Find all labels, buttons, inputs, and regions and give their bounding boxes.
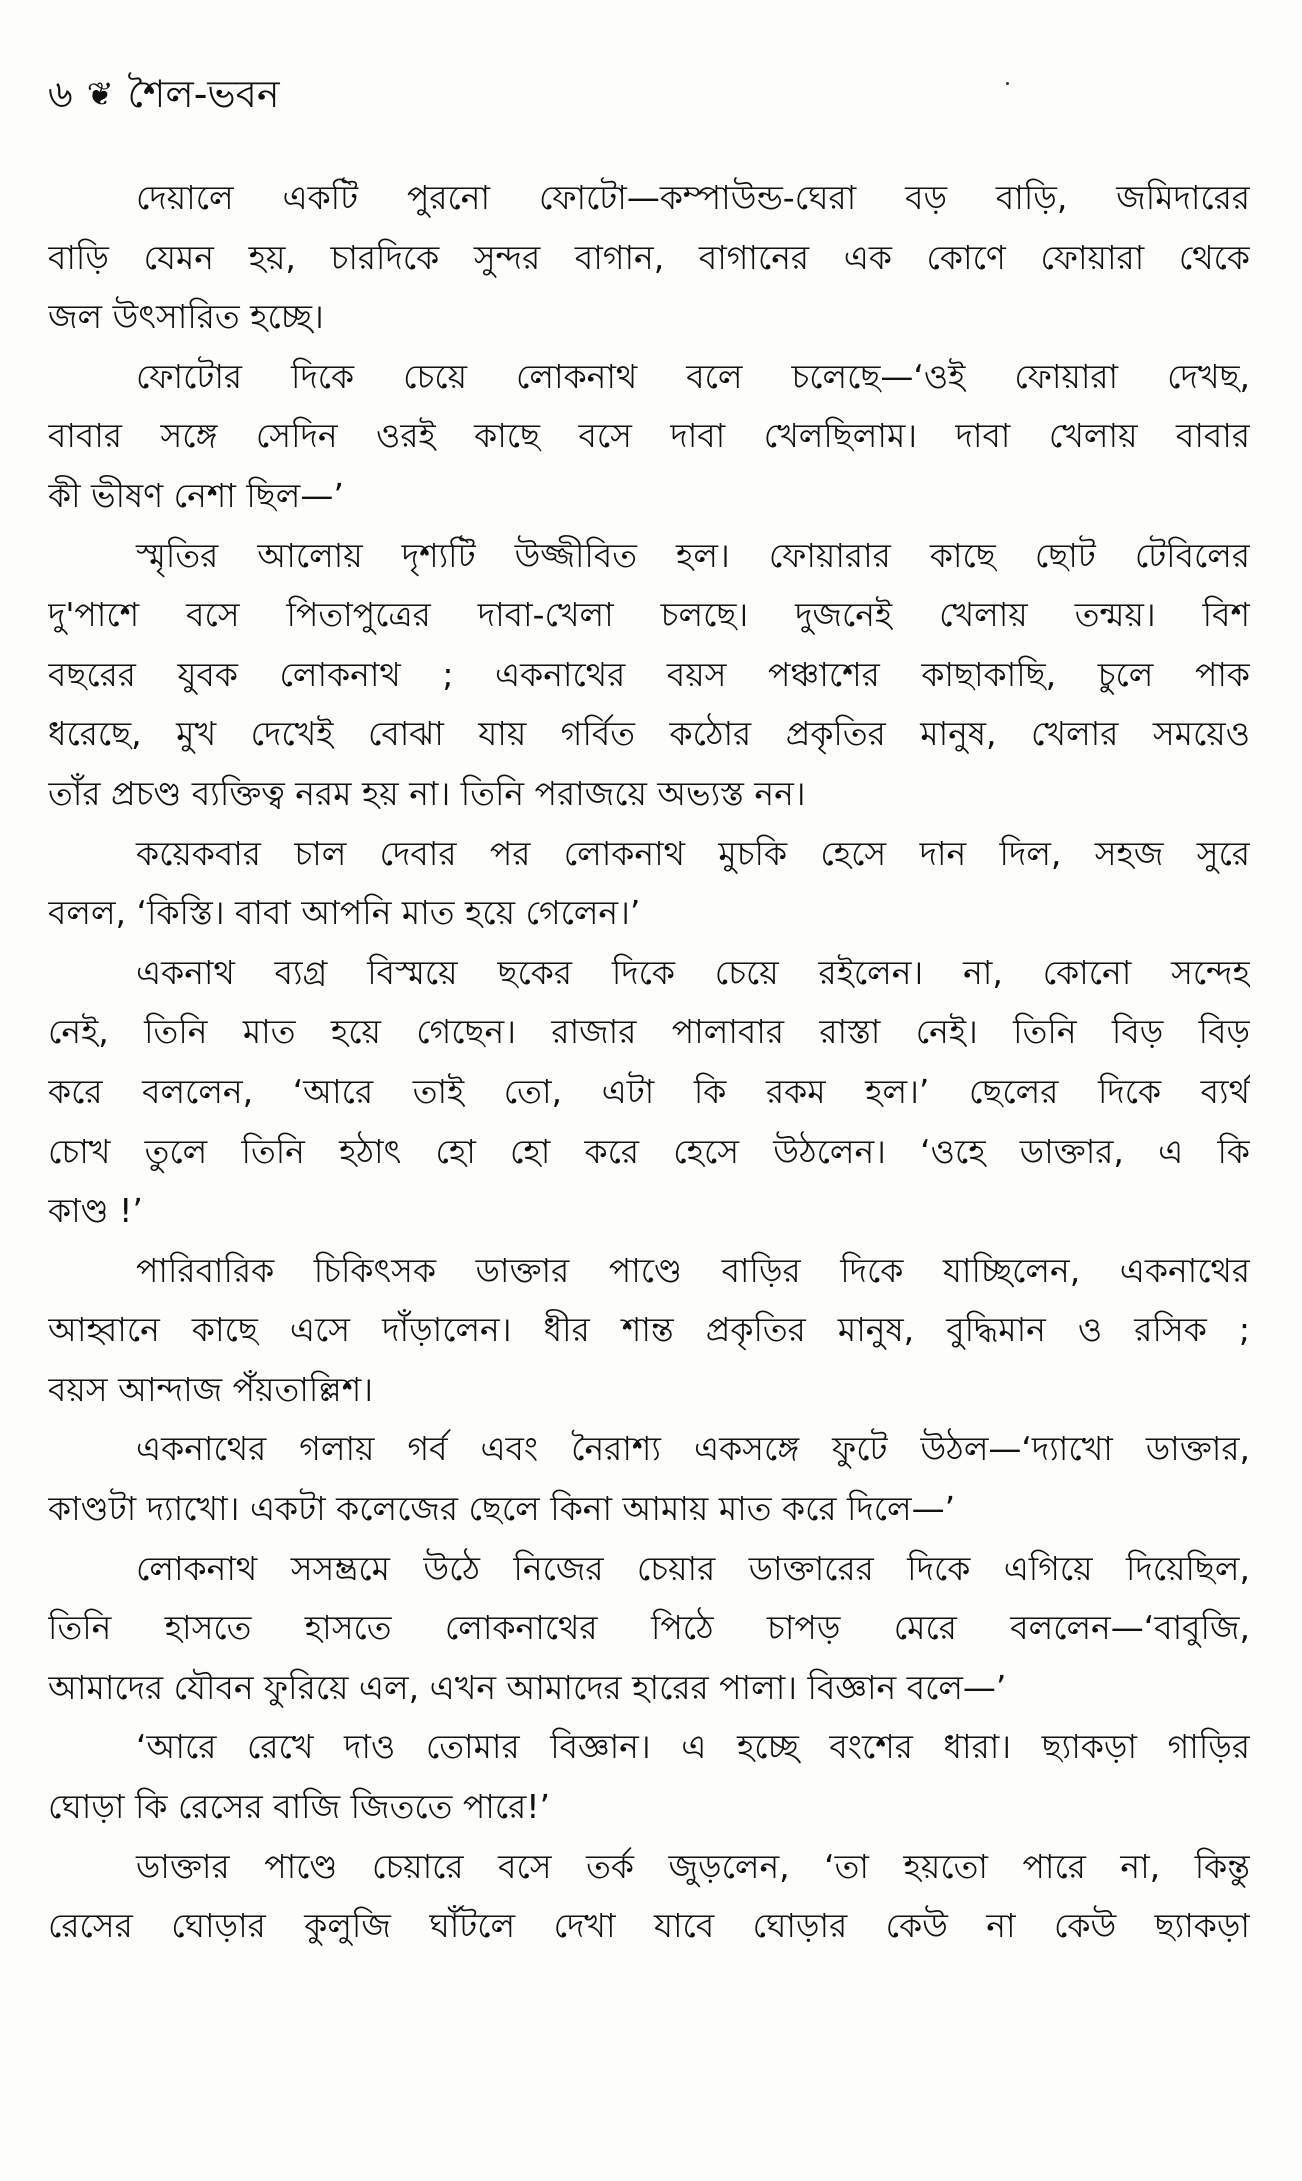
text-line: আহ্বানে কাছে এসে দাঁড়ালেন। ধীর শান্ত প্রকৃতির মানুষ, বুদ্ধিমান ও রসিক ; (48, 1310, 1250, 1350)
text-line: আমাদের যৌবন ফুরিয়ে এল, এখন আমাদের হারের পালা। বিজ্ঞান বলে—’ (48, 1667, 1007, 1707)
text-line: চোখ তুলে তিনি হঠাৎ হো হো করে হেসে উঠলেন। ‘ওহে ডাক্তার, এ কি (48, 1131, 1250, 1171)
text-line: তাঁর প্রচণ্ড ব্যক্তিত্ব নরম হয় না। তিনি পরাজয়ে অভ্যস্ত নন। (48, 773, 806, 813)
paragraph (48, 1241, 1250, 1420)
ornament-icon: ❦ (86, 75, 114, 113)
print-speck (1006, 82, 1009, 85)
text-line: বছরের যুবক লোকনাথ ; একনাথের বয়স পঞ্চাশের কাছাকাছি, চুলে পাক (48, 654, 1250, 694)
paragraph (48, 526, 1250, 824)
text-line: ঘোড়া কি রেসের বাজি জিততে পারে!’ (48, 1787, 550, 1827)
text-line: নেই, তিনি মাত হয়ে গেছেন। রাজার পালাবার রাস্তা নেই। তিনি বিড় বিড় (48, 1012, 1250, 1052)
paragraph (48, 824, 1250, 943)
text-line: ফোটোর দিকে চেয়ে লোকনাথ বলে চলেছে—‘ওই ফোয়ারা দেখছ, (136, 356, 1250, 396)
page-number: ৬ (48, 72, 73, 116)
text-line: ‘আরে রেখে দাও তোমার বিজ্ঞান। এ হচ্ছে বংশের ধারা। ছ্যাকড়া গাড়ির (136, 1727, 1250, 1767)
text-line: ধরেছে, মুখ দেখেই বোঝা যায় গর্বিত কঠোর প্রকৃতির মানুষ, খেলার সময়েও (48, 714, 1250, 754)
paragraph (48, 1717, 1250, 1836)
text-line: বাড়ি যেমন হয়, চারদিকে সুন্দর বাগান, বাগানের এক কোণে ফোয়ারা থেকে (48, 237, 1250, 277)
text-line: লোকনাথ সসম্ভ্রমে উঠে নিজের চেয়ার ডাক্তারের দিকে এগিয়ে দিয়েছিল, (136, 1548, 1250, 1588)
book-title: শৈল-ভবন (127, 72, 280, 116)
paragraph (48, 1419, 1250, 1538)
text-line: কাণ্ডটা দ্যাখো। একটা কলেজের ছেলে কিনা আমায় মাত করে দিলে—’ (48, 1489, 956, 1529)
text-line: দেয়ালে একটি পুরনো ফোটো—কম্পাউন্ড-ঘেরা বড় বাড়ি, জমিদারের (136, 178, 1250, 217)
text-line: কাণ্ড !’ (48, 1191, 143, 1231)
text-line: পারিবারিক চিকিৎসক ডাক্তার পাণ্ডে বাড়ির দিকে যাচ্ছিলেন, একনাথের (136, 1250, 1250, 1290)
text-line: তিনি হাসতে হাসতে লোকনাথের পিঠে চাপড় মেরে বললেন—‘বাবুজি, (48, 1608, 1250, 1648)
text-line: একনাথ ব্যগ্র বিস্ময়ে ছকের দিকে চেয়ে রইলেন। না, কোনো সন্দেহ (136, 952, 1250, 992)
text-line: বয়স আন্দাজ পঁয়তাল্লিশ। (48, 1369, 374, 1409)
text-line: কী ভীষণ নেশা ছিল—’ (48, 475, 344, 515)
text-line: করে বললেন, ‘আরে তাই তো, এটা কি রকম হল।’ ছেলের দিকে ব্যর্থ (48, 1071, 1250, 1111)
paragraph (48, 943, 1250, 1241)
text-line: দু'পাশে বসে পিতাপুত্রের দাবা-খেলা চলছে। দুজনেই খেলায় তন্ময়। বিশ (48, 595, 1250, 635)
text-line: স্মৃতির আলোয় দৃশ্যটি উজ্জীবিত হল। ফোয়ারার কাছে ছোট টেবিলের (136, 535, 1250, 575)
paragraph (48, 1539, 1250, 1718)
paragraph (48, 347, 1250, 526)
running-head (48, 68, 280, 120)
text-line: বাবার সঙ্গে সেদিন ওরই কাছে বসে দাবা খেলছিলাম। দাবা খেলায় বাবার (48, 416, 1250, 456)
text-line: ডাক্তার পাণ্ডে চেয়ারে বসে তর্ক জুড়লেন, ‘তা হয়তো পারে না, কিন্তু (136, 1846, 1250, 1886)
body-text (48, 168, 1250, 1956)
text-line: বলল, ‘কিস্তি। বাবা আপনি মাত হয়ে গেলেন।’ (48, 893, 641, 933)
text-line: একনাথের গলায় গর্ব এবং নৈরাশ্য একসঙ্গে ফুটে উঠল—‘দ্যাখো ডাক্তার, (136, 1429, 1250, 1469)
paragraph (48, 1837, 1250, 1956)
paragraph (48, 168, 1250, 347)
text-line: রেসের ঘোড়ার কুলুজি ঘাঁটলে দেখা যাবে ঘোড়ার কেউ না কেউ ছ্যাকড়া (48, 1906, 1250, 1946)
text-line: জল উৎসারিত হচ্ছে। (48, 297, 324, 337)
text-line: কয়েকবার চাল দেবার পর লোকনাথ মুচকি হেসে দান দিল, সহজ সুরে (136, 833, 1250, 873)
